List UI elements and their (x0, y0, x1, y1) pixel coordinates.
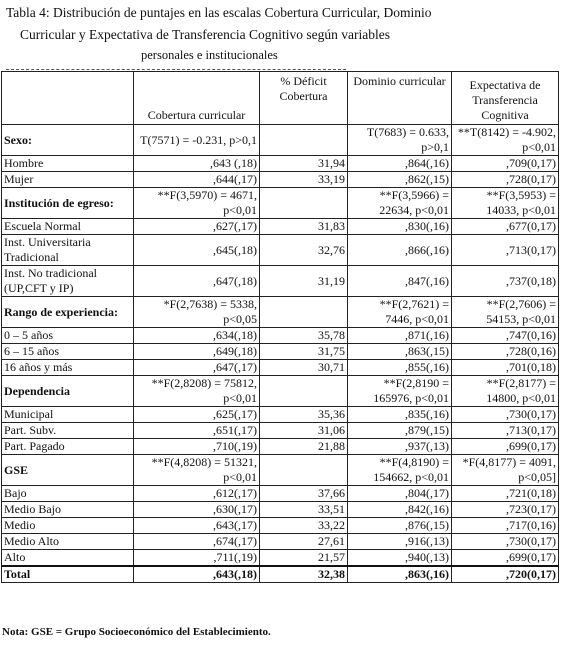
dominio-cell: **F(2,8190 = 165976, p<0,01 (348, 376, 452, 407)
section-row (2, 125, 559, 156)
row-label: Part. Subv. (2, 423, 134, 439)
cobertura-cell: ,644(,17) (134, 172, 260, 188)
dominio-cell: ,940(,13) (348, 550, 452, 567)
dominio-cell: **F(3,5966) = 22634, p<0,01 (348, 188, 452, 219)
dominio-cell: ,863(,15) (348, 344, 452, 360)
row-label: Hombre (2, 156, 134, 172)
cobertura-cell: **F(4,8208) = 51321, p<0,01 (134, 455, 260, 486)
table-row (2, 518, 559, 534)
row-label: Bajo (2, 486, 134, 502)
row-label: Part. Pagado (2, 439, 134, 455)
cobertura-cell: **F(2,8208) = 75812, p<0,01 (134, 376, 260, 407)
scores-table (1, 71, 559, 583)
table-row (2, 219, 559, 235)
expectativa-cell: **F(2,8177) = 14800, p<0,01 (452, 376, 559, 407)
row-label: Institución de egreso: (2, 188, 134, 219)
row-label: Medio Alto (2, 534, 134, 550)
expectativa-cell: ,701(0,18) (452, 360, 559, 376)
row-label: Alto (2, 550, 134, 567)
deficit-cell: 31,83 (260, 219, 348, 235)
deficit-cell: 27,61 (260, 534, 348, 550)
dominio-cell: ,863(,16) (348, 566, 452, 583)
deficit-cell: 33,51 (260, 502, 348, 518)
table-row (2, 156, 559, 172)
expectativa-cell: ,699(0,17) (452, 439, 559, 455)
dominio-cell: ,871(,16) (348, 328, 452, 344)
expectativa-cell: ,720(0,17) (452, 566, 559, 583)
header-cell-expectativa: Expectativa de Transferencia Cognitiva (452, 72, 559, 125)
table-row (2, 235, 559, 266)
cobertura-cell: ,630(,17) (134, 502, 260, 518)
cobertura-cell: *F(2,7638) = 5338, p<0,05 (134, 297, 260, 328)
row-label: Municipal (2, 407, 134, 423)
cobertura-cell: T(7571) = -0.231, p>0,1 (134, 125, 260, 156)
cobertura-cell: ,674(,17) (134, 534, 260, 550)
deficit-cell (260, 188, 348, 219)
row-label: 16 años y más (2, 360, 134, 376)
table-row (2, 550, 559, 567)
expectativa-cell: ,717(0,16) (452, 518, 559, 534)
expectativa-cell: *F(4,8177) = 4091, p<0,05] (452, 455, 559, 486)
table-note: Nota: GSE = Grupo Socioeconómico del Establecimiento. (2, 626, 271, 638)
section-row (2, 455, 559, 486)
deficit-cell (260, 376, 348, 407)
deficit-cell: 31,19 (260, 266, 348, 297)
cobertura-cell: ,612(,17) (134, 486, 260, 502)
dominio-cell: **F(2,7621) = 7446, p<0,01 (348, 297, 452, 328)
row-label: Inst. Universitaria Tradicional (2, 235, 134, 266)
expectativa-cell: ,737(0,18) (452, 266, 559, 297)
section-row (2, 376, 559, 407)
dominio-cell: ,916(,13) (348, 534, 452, 550)
expectativa-cell: ,713(0,17) (452, 423, 559, 439)
expectativa-cell: ,728(0,17) (452, 172, 559, 188)
dominio-cell: ,864(,16) (348, 156, 452, 172)
row-label: Escuela Normal (2, 219, 134, 235)
row-label: Sexo: (2, 125, 134, 156)
expectativa-cell: ,713(0,17) (452, 235, 559, 266)
header-row (2, 72, 559, 125)
caption-line-3: personales e institucionales (141, 48, 278, 62)
table-row (2, 423, 559, 439)
table-row (2, 266, 559, 297)
cobertura-cell: ,643 (,18) (134, 156, 260, 172)
caption-line-1: Tabla 4: Distribución de puntajes en las escalas Cobertura Curricular, Dominio (6, 5, 432, 20)
dominio-cell: ,866(,16) (348, 235, 452, 266)
table-caption (6, 2, 558, 64)
deficit-cell: 32,38 (260, 566, 348, 583)
caption-line-2: Curricular y Expectativa de Transferencia Cognitivo según variables (20, 27, 391, 42)
table-row (2, 328, 559, 344)
row-label: Inst. No tradicional (UP,CFT y IP) (2, 266, 134, 297)
table-row (2, 360, 559, 376)
deficit-cell: 35,36 (260, 407, 348, 423)
deficit-cell: 31,94 (260, 156, 348, 172)
deficit-cell: 31,06 (260, 423, 348, 439)
deficit-cell: 33,22 (260, 518, 348, 534)
cobertura-cell: ,649(,18) (134, 344, 260, 360)
dominio-cell: ,862(,15) (348, 172, 452, 188)
dominio-cell: ,842(,16) (348, 502, 452, 518)
deficit-cell (260, 297, 348, 328)
dominio-cell: ,804(,17) (348, 486, 452, 502)
cobertura-cell: ,645(,18) (134, 235, 260, 266)
expectativa-cell: ,721(0,18) (452, 486, 559, 502)
cobertura-cell: ,647(,18) (134, 266, 260, 297)
deficit-cell: 35,78 (260, 328, 348, 344)
row-label: Mujer (2, 172, 134, 188)
cobertura-cell: ,651(,17) (134, 423, 260, 439)
table-row (2, 502, 559, 518)
dominio-cell: ,847(,16) (348, 266, 452, 297)
cobertura-cell: ,625(,17) (134, 407, 260, 423)
caption-divider (6, 69, 346, 70)
expectativa-cell: ,677(0,17) (452, 219, 559, 235)
expectativa-cell: ,730(0,17) (452, 534, 559, 550)
header-cell-cobertura: Cobertura curricular (134, 72, 260, 125)
deficit-cell: 37,66 (260, 486, 348, 502)
row-label: Dependencia (2, 376, 134, 407)
dominio-cell: ,835(,16) (348, 407, 452, 423)
expectativa-cell: **F(2,7606) = 54153, p<0,01 (452, 297, 559, 328)
expectativa-cell: ,747(0,16) (452, 328, 559, 344)
table-row (2, 407, 559, 423)
deficit-cell: 33,19 (260, 172, 348, 188)
dominio-cell: **F(4,8190) = 154662, p<0,01 (348, 455, 452, 486)
row-label: Rango de experiencia: (2, 297, 134, 328)
deficit-cell: 31,75 (260, 344, 348, 360)
row-label: Medio Bajo (2, 502, 134, 518)
table-row (2, 486, 559, 502)
table-row (2, 344, 559, 360)
deficit-cell (260, 125, 348, 156)
table-row (2, 439, 559, 455)
cobertura-cell: ,643(,18) (134, 566, 260, 583)
row-label: Medio (2, 518, 134, 534)
expectativa-cell: ,728(0,16) (452, 344, 559, 360)
dominio-cell: ,876(,15) (348, 518, 452, 534)
deficit-cell (260, 455, 348, 486)
deficit-cell: 21,88 (260, 439, 348, 455)
table-row (2, 534, 559, 550)
header-cell-variable (2, 72, 134, 125)
section-row (2, 188, 559, 219)
dominio-cell: ,937(,13) (348, 439, 452, 455)
header-cell-deficit: % Déficit Cobertura (260, 72, 348, 125)
cobertura-cell: ,711(,19) (134, 550, 260, 567)
section-row (2, 297, 559, 328)
expectativa-cell: **F(3,5953) = 14033, p<0,01 (452, 188, 559, 219)
cobertura-cell: ,647(,17) (134, 360, 260, 376)
total-row (2, 566, 559, 583)
deficit-cell: 30,71 (260, 360, 348, 376)
cobertura-cell: ,710(,19) (134, 439, 260, 455)
dominio-cell: ,830(,16) (348, 219, 452, 235)
expectativa-cell: ,699(0,17) (452, 550, 559, 567)
cobertura-cell: ,643(,17) (134, 518, 260, 534)
deficit-cell: 32,76 (260, 235, 348, 266)
expectativa-cell: ,709(0,17) (452, 156, 559, 172)
cobertura-cell: ,627(,17) (134, 219, 260, 235)
table-row (2, 172, 559, 188)
row-label: Total (2, 566, 134, 583)
expectativa-cell: ,730(0,17) (452, 407, 559, 423)
expectativa-cell: **T(8142) = -4.902, p<0,01 (452, 125, 559, 156)
dominio-cell: ,855(,16) (348, 360, 452, 376)
expectativa-cell: ,723(0,17) (452, 502, 559, 518)
row-label: GSE (2, 455, 134, 486)
table-body (2, 125, 559, 583)
dominio-cell: ,879(,15) (348, 423, 452, 439)
header-cell-dominio: Dominio curricular (348, 72, 452, 125)
row-label: 6 – 15 años (2, 344, 134, 360)
deficit-cell: 21,57 (260, 550, 348, 567)
cobertura-cell: ,634(,18) (134, 328, 260, 344)
row-label: 0 – 5 años (2, 328, 134, 344)
cobertura-cell: **F(3,5970) = 4671, p<0,01 (134, 188, 260, 219)
dominio-cell: T(7683) = 0.633, p>0,1 (348, 125, 452, 156)
